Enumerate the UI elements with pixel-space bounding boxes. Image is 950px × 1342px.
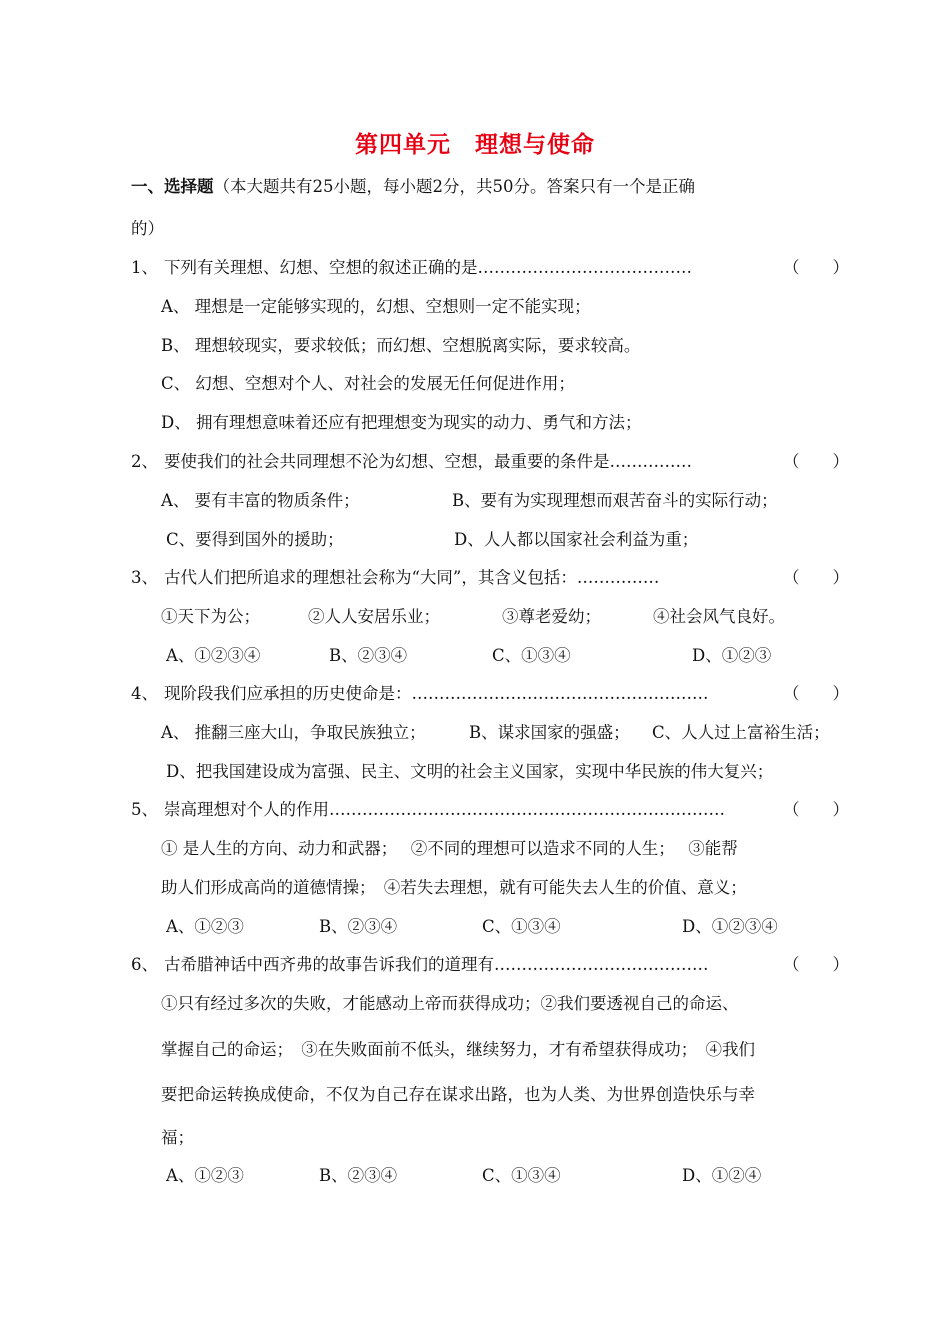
question-3-item-3: ③尊老爱幼； (502, 607, 601, 626)
question-5-items-line-2: 助人们形成高尚的道德情操； ④若失去理想，就有可能失去人生的价值、意义； (161, 878, 747, 897)
question-number: 4、 (131, 684, 158, 703)
question-4-option-c: C、人人过上富裕生活； (652, 723, 830, 742)
question-4-option-b: B、谋求国家的强盛； (469, 723, 630, 742)
question-1-option-b: B、 理想较现实，要求较低；而幻想、空想脱离实际，要求较高。 (161, 336, 641, 355)
question-1-option-c: C、 幻想、空想对个人、对社会的发展无任何促进作用； (161, 374, 575, 393)
question-6-choice-a: A、①②③ (166, 1166, 244, 1185)
question-5-choice-d: D、①②③④ (682, 917, 778, 936)
question-4-option-d: D、把我国建设成为富强、民主、文明的社会主义国家，实现中华民族的伟大复兴； (166, 762, 774, 781)
question-5-choice-b: B、②③④ (319, 917, 398, 936)
question-3-item-1: ①天下为公； (161, 607, 260, 626)
question-6-stem: 6、 古希腊神话中西齐弗的故事告诉我们的道理有………………………………… (131, 955, 709, 974)
answer-parenthesis: （ ） (783, 800, 849, 819)
question-5-items-line-1: ① 是人生的方向、动力和武器； ②不同的理想可以造求不同的人生； ③能帮 (161, 839, 738, 858)
question-number: 2、 (131, 452, 158, 471)
question-6-items-line-1: ①只有经过多次的失败，才能感动上帝而获得成功；②我们要透视自己的命运、 (161, 994, 739, 1013)
question-3-choice-c: C、①③④ (492, 646, 571, 665)
question-1-option-a: A、 理想是一定能够实现的，幻想、空想则一定不能实现； (161, 297, 591, 316)
answer-parenthesis: （ ） (783, 258, 849, 277)
question-6-choice-b: B、②③④ (319, 1166, 398, 1185)
question-5-choice-c: C、①③④ (482, 917, 561, 936)
question-3-item-4: ④社会风气良好。 (653, 607, 785, 626)
question-2-stem: 2、 要使我们的社会共同理想不沦为幻想、空想，最重要的条件是…………… (131, 452, 692, 471)
question-1-stem: 1、 下列有关理想、幻想、空想的叙述正确的是………………………………… (131, 258, 692, 277)
title-topic: 理想与使命 (475, 131, 595, 158)
section-note: （本大题共有25小题，每小题2分，共50分。答案只有一个是正确 (213, 177, 695, 196)
question-number: 1、 (131, 258, 158, 277)
question-1-option-d: D、 拥有理想意味着还应有把理想变为现实的动力、勇气和方法； (161, 413, 642, 432)
question-number: 5、 (131, 800, 158, 819)
question-2-option-c: C、要得到国外的援助； (166, 530, 344, 549)
title-unit: 第四单元 (355, 131, 451, 158)
question-4-option-a: A、 推翻三座大山，争取民族独立； (161, 723, 426, 742)
section-note-cont: 的） (131, 219, 164, 238)
question-3-item-2: ②人人安居乐业； (308, 607, 440, 626)
page-title (0, 126, 950, 159)
question-6-items-line-3: 要把命运转换成使命，不仅为自己存在谋求出路，也为人类、为世界创造快乐与幸 (161, 1085, 755, 1104)
answer-parenthesis: （ ） (783, 452, 849, 471)
answer-parenthesis: （ ） (783, 568, 849, 587)
question-6-items-line-4: 福； (161, 1128, 194, 1147)
question-6-choice-c: C、①③④ (482, 1166, 561, 1185)
question-3-choice-b: B、②③④ (329, 646, 408, 665)
question-5-choice-a: A、①②③ (166, 917, 244, 936)
question-number: 3、 (131, 568, 158, 587)
question-2-option-b: B、要有为实现理想而艰苦奋斗的实际行动； (452, 491, 778, 510)
question-5-stem: 5、 崇高理想对个人的作用……………………………………………………………… (131, 800, 725, 819)
question-6-items-line-2: 掌握自己的命运； ③在失败面前不低头，继续努力，才有希望获得成功； ④我们 (161, 1040, 755, 1059)
section-heading (131, 177, 695, 197)
section-label: 一、选择题 (131, 177, 214, 196)
question-4-stem: 4、 现阶段我们应承担的历史使命是：……………………………………………… (131, 684, 709, 703)
question-3-choice-a: A、①②③④ (166, 646, 261, 665)
question-6-choice-d: D、①②④ (682, 1166, 762, 1185)
question-3-choice-d: D、①②③ (692, 646, 772, 665)
answer-parenthesis: （ ） (783, 684, 849, 703)
question-2-option-a: A、 要有丰富的物质条件； (161, 491, 360, 510)
question-number: 6、 (131, 955, 158, 974)
question-3-stem: 3、 古代人们把所追求的理想社会称为“大同”，其含义包括：…………… (131, 568, 660, 587)
question-2-option-d: D、人人都以国家社会利益为重； (454, 530, 699, 549)
answer-parenthesis: （ ） (783, 955, 849, 974)
